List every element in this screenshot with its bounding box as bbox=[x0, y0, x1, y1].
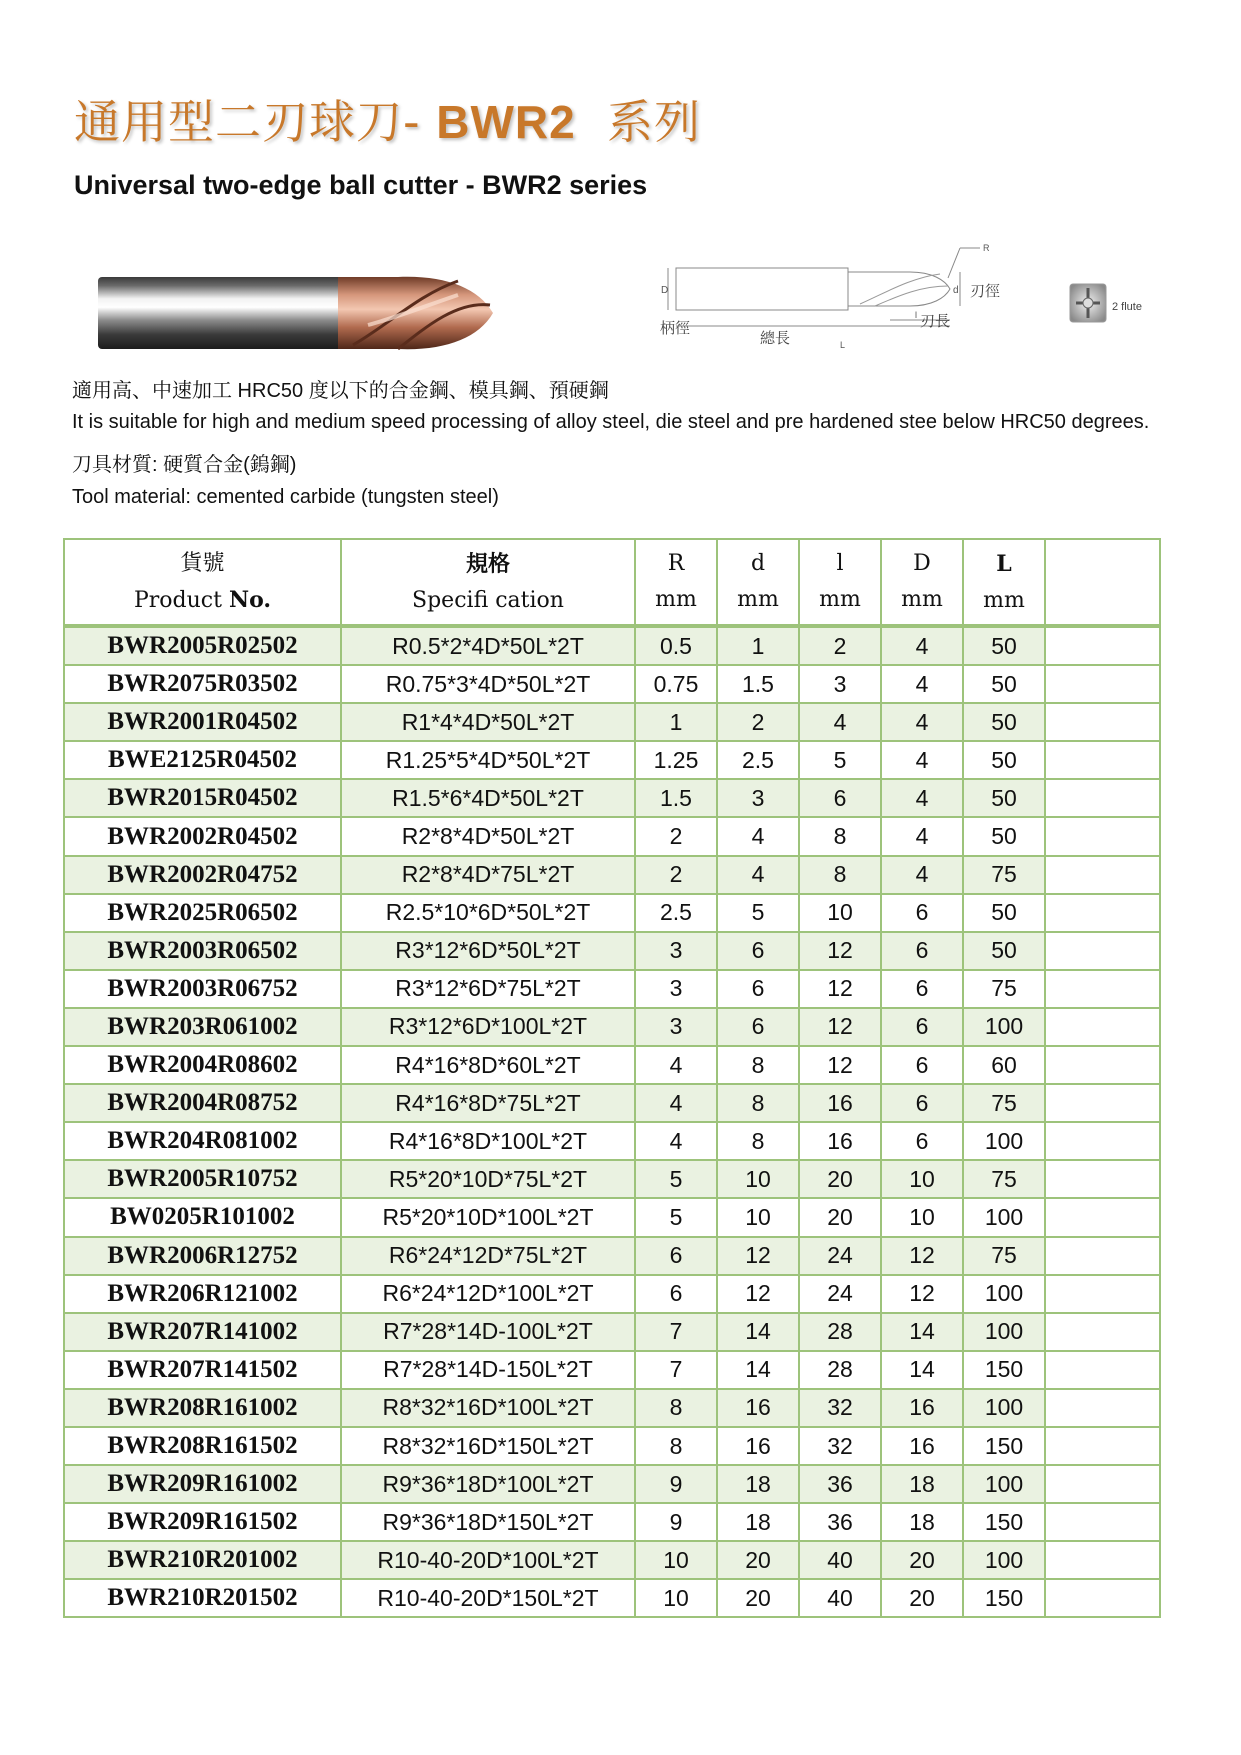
table-row bbox=[64, 970, 1160, 1008]
label-R: R bbox=[983, 243, 990, 253]
cell-D: 20 bbox=[881, 1579, 963, 1617]
header-D bbox=[881, 539, 963, 626]
cell-R: 1.25 bbox=[635, 741, 717, 779]
cell-R: 3 bbox=[635, 932, 717, 970]
header-spec-cn: 規格 bbox=[465, 550, 510, 577]
cell-L: 75 bbox=[963, 1084, 1045, 1122]
cell-L: 150 bbox=[963, 1351, 1045, 1389]
header-d bbox=[717, 539, 799, 626]
table-row bbox=[64, 894, 1160, 932]
cell-D: 6 bbox=[881, 1008, 963, 1046]
cell-R: 10 bbox=[635, 1579, 717, 1617]
cell-d: 1.5 bbox=[717, 665, 799, 703]
label-d: d bbox=[953, 285, 959, 296]
cell-d: 16 bbox=[717, 1389, 799, 1427]
header-L-label: L bbox=[996, 550, 1012, 577]
cell-blank bbox=[1045, 856, 1160, 894]
cell-R: 4 bbox=[635, 1084, 717, 1122]
cell-R: 2.5 bbox=[635, 894, 717, 932]
cell-l: 32 bbox=[799, 1427, 881, 1465]
cell-specification: R4*16*8D*75L*2T bbox=[341, 1084, 635, 1122]
header-product-cn: 貨號 bbox=[180, 550, 225, 576]
cell-l: 28 bbox=[799, 1313, 881, 1351]
cell-L: 100 bbox=[963, 1275, 1045, 1313]
cell-D: 10 bbox=[881, 1198, 963, 1236]
cell-specification: R1.5*6*4D*50L*2T bbox=[341, 779, 635, 817]
cell-blank bbox=[1045, 1008, 1160, 1046]
cell-L: 100 bbox=[963, 1122, 1045, 1160]
cell-blank bbox=[1045, 1084, 1160, 1122]
cell-blank bbox=[1045, 970, 1160, 1008]
cell-product-no: BWR2004R08602 bbox=[64, 1046, 341, 1084]
cell-R: 1 bbox=[635, 703, 717, 741]
cell-specification: R7*28*14D-150L*2T bbox=[341, 1351, 635, 1389]
cell-D: 6 bbox=[881, 1084, 963, 1122]
header-R bbox=[635, 539, 717, 626]
cell-blank bbox=[1045, 1198, 1160, 1236]
cell-blank bbox=[1045, 1275, 1160, 1313]
cell-blank bbox=[1045, 1579, 1160, 1617]
cell-blank bbox=[1045, 1351, 1160, 1389]
cell-R: 8 bbox=[635, 1389, 717, 1427]
cell-specification: R5*20*10D*100L*2T bbox=[341, 1198, 635, 1236]
cell-L: 100 bbox=[963, 1008, 1045, 1046]
cell-product-no: BWR207R141002 bbox=[64, 1313, 341, 1351]
table-row bbox=[64, 1160, 1160, 1198]
cell-R: 0.5 bbox=[635, 626, 717, 665]
specification-table bbox=[63, 538, 1161, 1618]
cell-R: 5 bbox=[635, 1160, 717, 1198]
header-unit: mm bbox=[737, 587, 779, 612]
cell-product-no: BWR2004R08752 bbox=[64, 1084, 341, 1122]
cell-product-no: BWR207R141502 bbox=[64, 1351, 341, 1389]
flute-label: 2 flute bbox=[1112, 301, 1142, 313]
cell-specification: R3*12*6D*75L*2T bbox=[341, 970, 635, 1008]
table-row bbox=[64, 1237, 1160, 1275]
cell-product-no: BWR2005R02502 bbox=[64, 626, 341, 665]
cell-d: 6 bbox=[717, 932, 799, 970]
cell-blank bbox=[1045, 1503, 1160, 1541]
two-flute-icon bbox=[1068, 282, 1164, 326]
cell-l: 3 bbox=[799, 665, 881, 703]
cell-product-no: BWR209R161502 bbox=[64, 1503, 341, 1541]
header-unit: mm bbox=[901, 587, 943, 612]
cell-specification: R6*24*12D*75L*2T bbox=[341, 1237, 635, 1275]
cell-product-no: BWR2003R06502 bbox=[64, 932, 341, 970]
label-edge-diameter: 刃徑 bbox=[970, 282, 1001, 300]
cell-d: 18 bbox=[717, 1503, 799, 1541]
cell-blank bbox=[1045, 779, 1160, 817]
cell-d: 4 bbox=[717, 856, 799, 894]
cell-L: 100 bbox=[963, 1313, 1045, 1351]
table-row bbox=[64, 1122, 1160, 1160]
cell-specification: R1.25*5*4D*50L*2T bbox=[341, 741, 635, 779]
cell-R: 10 bbox=[635, 1541, 717, 1579]
cell-l: 20 bbox=[799, 1198, 881, 1236]
cell-D: 12 bbox=[881, 1237, 963, 1275]
application-description-cn: 適用高、中速加工 HRC50 度以下的合金鋼、模具鋼、預硬鋼 bbox=[72, 380, 609, 402]
cell-l: 20 bbox=[799, 1160, 881, 1198]
cell-d: 8 bbox=[717, 1084, 799, 1122]
cell-l: 36 bbox=[799, 1503, 881, 1541]
header-unit: mm bbox=[819, 587, 861, 612]
material-description-cn: 刀具材質: 硬質合金(鎢鋼) bbox=[72, 454, 297, 476]
cell-blank bbox=[1045, 1389, 1160, 1427]
cell-R: 5 bbox=[635, 1198, 717, 1236]
cell-R: 7 bbox=[635, 1313, 717, 1351]
table-row bbox=[64, 703, 1160, 741]
header-product-no-bold: No. bbox=[228, 586, 272, 613]
cell-l: 24 bbox=[799, 1237, 881, 1275]
cell-product-no: BWR204R081002 bbox=[64, 1122, 341, 1160]
cell-D: 16 bbox=[881, 1427, 963, 1465]
table-row bbox=[64, 1198, 1160, 1236]
cell-d: 20 bbox=[717, 1579, 799, 1617]
table-row bbox=[64, 779, 1160, 817]
cell-d: 18 bbox=[717, 1465, 799, 1503]
cell-blank bbox=[1045, 665, 1160, 703]
cell-d: 14 bbox=[717, 1313, 799, 1351]
cell-blank bbox=[1045, 1237, 1160, 1275]
cell-d: 8 bbox=[717, 1046, 799, 1084]
table-row bbox=[64, 741, 1160, 779]
cell-l: 10 bbox=[799, 894, 881, 932]
cell-product-no: BWR2025R06502 bbox=[64, 894, 341, 932]
cell-L: 150 bbox=[963, 1427, 1045, 1465]
cell-R: 2 bbox=[635, 856, 717, 894]
page-title-english: Universal two-edge ball cutter - BWR2 series bbox=[74, 170, 648, 200]
cell-L: 75 bbox=[963, 1237, 1045, 1275]
cell-d: 10 bbox=[717, 1160, 799, 1198]
cell-product-no: BWR2002R04752 bbox=[64, 856, 341, 894]
cell-specification: R4*16*8D*100L*2T bbox=[341, 1122, 635, 1160]
cell-R: 4 bbox=[635, 1046, 717, 1084]
table-row bbox=[64, 1427, 1160, 1465]
cell-product-no: BWR2005R10752 bbox=[64, 1160, 341, 1198]
cell-L: 100 bbox=[963, 1465, 1045, 1503]
header-R-label: R bbox=[667, 551, 685, 576]
table-row bbox=[64, 1313, 1160, 1351]
cell-R: 4 bbox=[635, 1122, 717, 1160]
table-row bbox=[64, 665, 1160, 703]
cell-L: 150 bbox=[963, 1503, 1045, 1541]
table-row bbox=[64, 1465, 1160, 1503]
material-description-en: Tool material: cemented carbide (tungsten steel) bbox=[72, 486, 499, 508]
cell-product-no: BWR2001R04502 bbox=[64, 703, 341, 741]
cell-d: 4 bbox=[717, 817, 799, 855]
cell-specification: R10-40-20D*150L*2T bbox=[341, 1579, 635, 1617]
cell-L: 50 bbox=[963, 626, 1045, 665]
table-row bbox=[64, 932, 1160, 970]
cell-L: 100 bbox=[963, 1389, 1045, 1427]
cell-l: 24 bbox=[799, 1275, 881, 1313]
cell-blank bbox=[1045, 703, 1160, 741]
cell-specification: R2*8*4D*50L*2T bbox=[341, 817, 635, 855]
cell-D: 6 bbox=[881, 894, 963, 932]
cell-L: 60 bbox=[963, 1046, 1045, 1084]
cell-R: 2 bbox=[635, 817, 717, 855]
cell-L: 150 bbox=[963, 1579, 1045, 1617]
cell-L: 50 bbox=[963, 817, 1045, 855]
cell-R: 3 bbox=[635, 970, 717, 1008]
table-row bbox=[64, 1541, 1160, 1579]
cell-l: 28 bbox=[799, 1351, 881, 1389]
cell-product-no: BWE2125R04502 bbox=[64, 741, 341, 779]
cell-D: 10 bbox=[881, 1160, 963, 1198]
cell-product-no: BWR2002R04502 bbox=[64, 817, 341, 855]
cell-l: 5 bbox=[799, 741, 881, 779]
cell-specification: R3*12*6D*100L*2T bbox=[341, 1008, 635, 1046]
header-specification bbox=[341, 539, 635, 626]
page-title-chinese bbox=[74, 86, 701, 152]
cell-blank bbox=[1045, 1427, 1160, 1465]
cell-l: 6 bbox=[799, 779, 881, 817]
cell-D: 16 bbox=[881, 1389, 963, 1427]
table-row bbox=[64, 626, 1160, 665]
cell-d: 12 bbox=[717, 1237, 799, 1275]
cell-specification: R0.75*3*4D*50L*2T bbox=[341, 665, 635, 703]
cell-blank bbox=[1045, 1541, 1160, 1579]
cell-L: 50 bbox=[963, 741, 1045, 779]
label-edge-length: 刃長 bbox=[920, 312, 951, 330]
cell-d: 6 bbox=[717, 970, 799, 1008]
cell-D: 18 bbox=[881, 1503, 963, 1541]
cell-R: 6 bbox=[635, 1275, 717, 1313]
cell-R: 1.5 bbox=[635, 779, 717, 817]
cell-product-no: BWR2015R04502 bbox=[64, 779, 341, 817]
cell-d: 2 bbox=[717, 703, 799, 741]
cell-l: 40 bbox=[799, 1579, 881, 1617]
cell-D: 14 bbox=[881, 1351, 963, 1389]
header-unit: mm bbox=[655, 587, 697, 612]
cell-l: 4 bbox=[799, 703, 881, 741]
title-cn-prefix: 通用型二刃球刀- bbox=[74, 95, 421, 149]
cell-D: 4 bbox=[881, 703, 963, 741]
cell-d: 1 bbox=[717, 626, 799, 665]
cell-R: 6 bbox=[635, 1237, 717, 1275]
table-row bbox=[64, 817, 1160, 855]
cell-specification: R0.5*2*4D*50L*2T bbox=[341, 626, 635, 665]
cell-specification: R4*16*8D*60L*2T bbox=[341, 1046, 635, 1084]
cell-L: 75 bbox=[963, 970, 1045, 1008]
header-L bbox=[963, 539, 1045, 626]
cell-d: 16 bbox=[717, 1427, 799, 1465]
cell-D: 4 bbox=[881, 856, 963, 894]
cell-specification: R6*24*12D*100L*2T bbox=[341, 1275, 635, 1313]
table-row bbox=[64, 1046, 1160, 1084]
cell-product-no: BWR210R201502 bbox=[64, 1579, 341, 1617]
cell-specification: R3*12*6D*50L*2T bbox=[341, 932, 635, 970]
cell-d: 12 bbox=[717, 1275, 799, 1313]
cell-R: 3 bbox=[635, 1008, 717, 1046]
cell-product-no: BWR2006R12752 bbox=[64, 1237, 341, 1275]
cell-D: 6 bbox=[881, 932, 963, 970]
cell-D: 18 bbox=[881, 1465, 963, 1503]
header-D-label: D bbox=[913, 551, 931, 576]
cell-d: 2.5 bbox=[717, 741, 799, 779]
cell-L: 50 bbox=[963, 665, 1045, 703]
cell-specification: R1*4*4D*50L*2T bbox=[341, 703, 635, 741]
cell-product-no: BWR2075R03502 bbox=[64, 665, 341, 703]
cell-specification: R5*20*10D*75L*2T bbox=[341, 1160, 635, 1198]
cell-l: 8 bbox=[799, 817, 881, 855]
cell-blank bbox=[1045, 1313, 1160, 1351]
cell-blank bbox=[1045, 817, 1160, 855]
cell-d: 6 bbox=[717, 1008, 799, 1046]
table-row bbox=[64, 1579, 1160, 1617]
header-l-label: l bbox=[836, 551, 844, 576]
header-l bbox=[799, 539, 881, 626]
cell-blank bbox=[1045, 894, 1160, 932]
cell-R: 7 bbox=[635, 1351, 717, 1389]
table-row bbox=[64, 1008, 1160, 1046]
cell-blank bbox=[1045, 1046, 1160, 1084]
cell-L: 75 bbox=[963, 856, 1045, 894]
cell-specification: R7*28*14D-100L*2T bbox=[341, 1313, 635, 1351]
cell-d: 10 bbox=[717, 1198, 799, 1236]
table-row bbox=[64, 1503, 1160, 1541]
cell-D: 4 bbox=[881, 665, 963, 703]
cell-specification: R8*32*16D*100L*2T bbox=[341, 1389, 635, 1427]
header-product-en: Product bbox=[133, 587, 229, 613]
cell-l: 2 bbox=[799, 626, 881, 665]
cell-l: 12 bbox=[799, 970, 881, 1008]
cell-l: 12 bbox=[799, 932, 881, 970]
title-series-code: BWR2 bbox=[436, 96, 576, 148]
label-total-length: 總長 bbox=[760, 329, 791, 347]
cell-l: 32 bbox=[799, 1389, 881, 1427]
cell-D: 20 bbox=[881, 1541, 963, 1579]
cell-R: 9 bbox=[635, 1465, 717, 1503]
cell-blank bbox=[1045, 1160, 1160, 1198]
cell-R: 0.75 bbox=[635, 665, 717, 703]
cell-product-no: BWR203R061002 bbox=[64, 1008, 341, 1046]
tool-dimension-diagram bbox=[660, 238, 1050, 348]
cell-specification: R10-40-20D*100L*2T bbox=[341, 1541, 635, 1579]
cell-D: 4 bbox=[881, 626, 963, 665]
cell-d: 3 bbox=[717, 779, 799, 817]
label-l: l bbox=[915, 310, 917, 320]
title-cn-suffix: 系列 bbox=[606, 95, 701, 149]
cell-d: 8 bbox=[717, 1122, 799, 1160]
cell-specification: R2*8*4D*75L*2T bbox=[341, 856, 635, 894]
ball-end-mill-photo bbox=[98, 265, 498, 361]
cell-l: 12 bbox=[799, 1008, 881, 1046]
cell-L: 100 bbox=[963, 1541, 1045, 1579]
table-row bbox=[64, 856, 1160, 894]
cell-L: 50 bbox=[963, 779, 1045, 817]
cell-product-no: BW0205R101002 bbox=[64, 1198, 341, 1236]
cell-L: 50 bbox=[963, 932, 1045, 970]
cell-D: 6 bbox=[881, 1046, 963, 1084]
cell-L: 75 bbox=[963, 1160, 1045, 1198]
label-shank: 柄徑 bbox=[660, 319, 691, 337]
table-row bbox=[64, 1084, 1160, 1122]
cell-blank bbox=[1045, 1465, 1160, 1503]
cell-D: 4 bbox=[881, 741, 963, 779]
cell-specification: R9*36*18D*100L*2T bbox=[341, 1465, 635, 1503]
header-unit: mm bbox=[983, 587, 1025, 613]
cell-D: 6 bbox=[881, 1122, 963, 1160]
cell-blank bbox=[1045, 626, 1160, 665]
label-L: L bbox=[840, 340, 846, 348]
cell-d: 20 bbox=[717, 1541, 799, 1579]
header-spec-en: Specifi cation bbox=[412, 587, 564, 613]
cell-d: 5 bbox=[717, 894, 799, 932]
header-d-label: d bbox=[750, 551, 766, 576]
cell-l: 40 bbox=[799, 1541, 881, 1579]
cell-L: 50 bbox=[963, 894, 1045, 932]
cell-l: 12 bbox=[799, 1046, 881, 1084]
cell-D: 4 bbox=[881, 779, 963, 817]
table-body bbox=[64, 626, 1160, 1617]
cell-l: 8 bbox=[799, 856, 881, 894]
cell-D: 4 bbox=[881, 817, 963, 855]
header-product-no bbox=[64, 539, 341, 626]
label-D: D bbox=[661, 285, 669, 296]
cell-l: 16 bbox=[799, 1122, 881, 1160]
table-row bbox=[64, 1275, 1160, 1313]
cell-product-no: BWR2003R06752 bbox=[64, 970, 341, 1008]
cell-specification: R9*36*18D*150L*2T bbox=[341, 1503, 635, 1541]
cell-specification: R8*32*16D*150L*2T bbox=[341, 1427, 635, 1465]
table-row bbox=[64, 1389, 1160, 1427]
cell-product-no: BWR208R161502 bbox=[64, 1427, 341, 1465]
cell-L: 50 bbox=[963, 703, 1045, 741]
cell-product-no: BWR210R201002 bbox=[64, 1541, 341, 1579]
cell-d: 14 bbox=[717, 1351, 799, 1389]
cell-product-no: BWR209R161002 bbox=[64, 1465, 341, 1503]
cell-L: 100 bbox=[963, 1198, 1045, 1236]
cell-R: 9 bbox=[635, 1503, 717, 1541]
cell-D: 6 bbox=[881, 970, 963, 1008]
cell-specification: R2.5*10*6D*50L*2T bbox=[341, 894, 635, 932]
cell-R: 8 bbox=[635, 1427, 717, 1465]
table-header-row bbox=[64, 539, 1160, 626]
cell-blank bbox=[1045, 1122, 1160, 1160]
cell-product-no: BWR208R161002 bbox=[64, 1389, 341, 1427]
cell-blank bbox=[1045, 932, 1160, 970]
cell-blank bbox=[1045, 741, 1160, 779]
cell-l: 36 bbox=[799, 1465, 881, 1503]
cell-D: 14 bbox=[881, 1313, 963, 1351]
cell-l: 16 bbox=[799, 1084, 881, 1122]
application-description-en: It is suitable for high and medium speed processing of alloy steel, die steel and pre hardened stee below HRC50 degrees. bbox=[72, 411, 1150, 433]
cell-D: 12 bbox=[881, 1275, 963, 1313]
table-row bbox=[64, 1351, 1160, 1389]
header-blank bbox=[1045, 539, 1160, 626]
cell-product-no: BWR206R121002 bbox=[64, 1275, 341, 1313]
